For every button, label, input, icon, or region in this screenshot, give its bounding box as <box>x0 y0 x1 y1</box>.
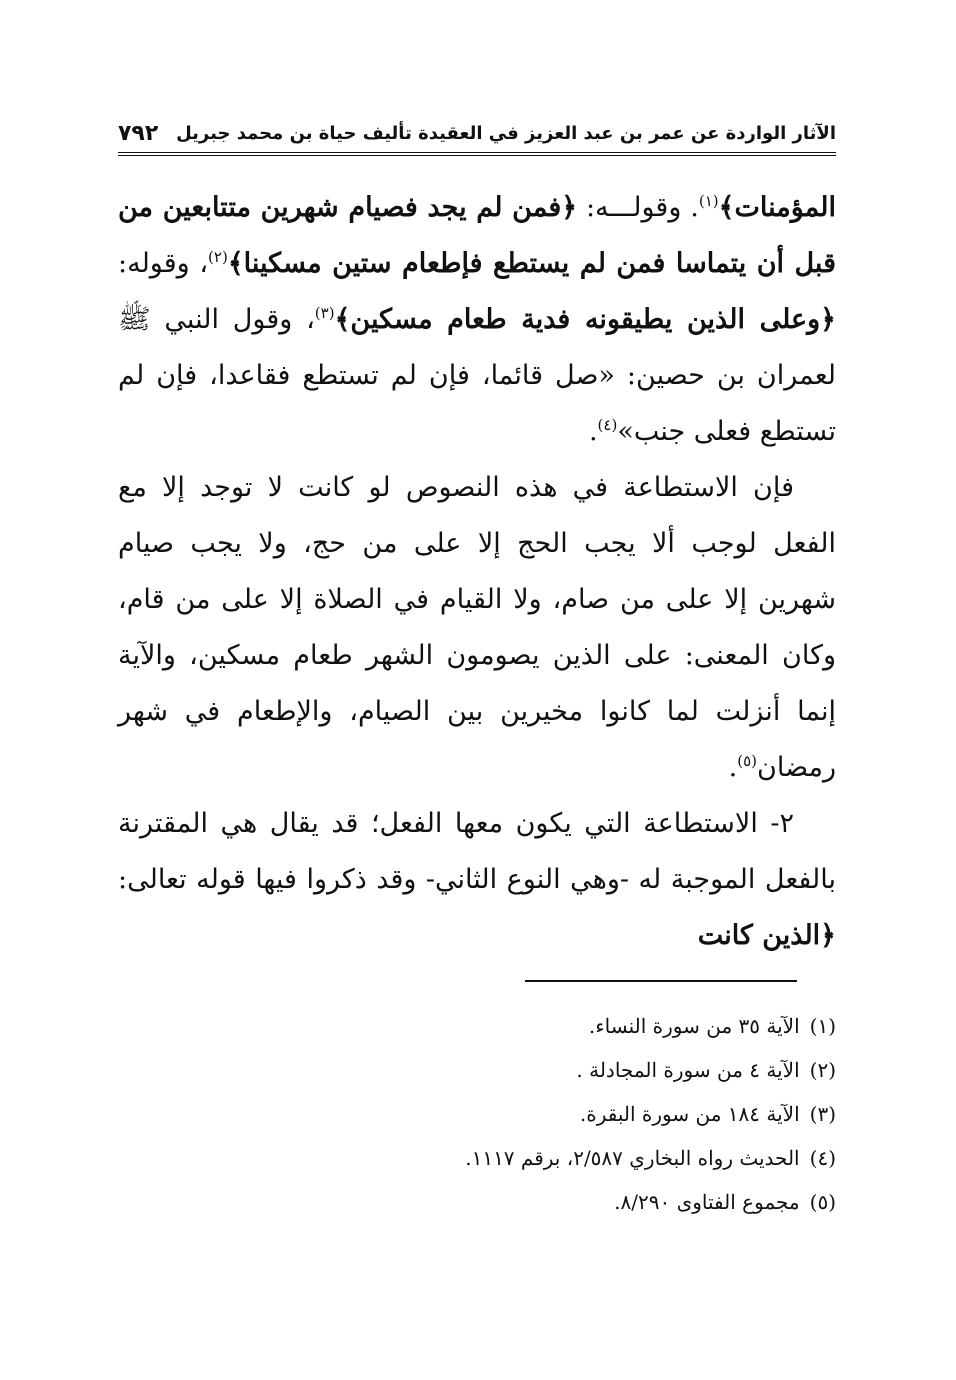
quran-quote-3: ﴿وعلى الذين يطيقونه فدية طعام مسكين﴾ <box>334 304 836 335</box>
footnote-ref-3: (٣) <box>314 304 335 322</box>
footnote-ref-4: (٤) <box>597 416 618 434</box>
running-header <box>118 118 836 156</box>
quran-quote-2: ﴿فمن لم يجد فصيام شهرين متتابعين من قبل أن يتماسا فمن لم يستطع فإطعام ستين مسكينا﴾ <box>118 192 836 279</box>
footnotes <box>200 1004 836 1224</box>
footnote-text: الآية ٤ من سورة المجادلة . <box>576 1058 800 1082</box>
footnote-text: الآية ٣٥ من سورة النساء. <box>588 1014 800 1038</box>
footnote-1 <box>200 1004 836 1048</box>
footnote-number: (٣) <box>809 1102 836 1126</box>
quran-quote-1: المؤمنات <box>734 192 836 223</box>
footnote-ref-5: (٥) <box>737 752 758 770</box>
footnote-number: (٤) <box>809 1146 836 1170</box>
quote-close-1: ﴾ <box>718 192 735 223</box>
text-run: ، وقوله: <box>118 248 209 279</box>
footnote-3 <box>200 1092 836 1136</box>
quran-quote-4: ﴿الذين كانت <box>697 920 836 951</box>
paragraph-3-text: ٢- الاستطاعة التي يكون معها الفعل؛ قد يقال هي المقترنة بالفعل الموجبة له -وهي النوع الثاني- وقد ذكروا فيها قوله تعالى: <box>118 808 836 895</box>
text-run: . وقولـــه: <box>577 192 699 223</box>
footnote-number: (٥) <box>809 1190 836 1214</box>
footnote-2 <box>200 1048 836 1092</box>
footnote-4 <box>200 1136 836 1180</box>
text-run: . <box>728 752 738 783</box>
paragraph-3 <box>118 796 836 964</box>
footnote-number: (٢) <box>809 1058 836 1082</box>
main-text <box>118 180 836 964</box>
paragraph-2 <box>118 460 836 796</box>
hadith-text: ، وقول النبي ﷺ لعمران بن حصين: «صل قائما، فإن لم تستطع فقاعدا، فإن لم تستطع فعلى جنب» <box>118 304 836 447</box>
footnote-text: مجموع الفتاوى ٨/٢٩٠. <box>614 1190 800 1214</box>
footnote-number: (١) <box>809 1014 836 1038</box>
header-title: الآثار الواردة عن عمر بن عبد العزيز في العقيدة تأليف حياة بن محمد جبريل <box>176 122 836 144</box>
paragraph-2-text: فإن الاستطاعة في هذه النصوص لو كانت لا توجد إلا مع الفعل لوجب ألا يجب الحج إلا على من حج، ولا يجب صيام شهرين إلا على من صام، ولا القيام في الصلاة إلا على من قام، وكان المعنى: على الذين يصومون الشهر طعام مسكين، والآية إنما أنزلت لما كانوا مخيرين بين الصيام، والإطعام في شهر رمضان <box>118 472 836 783</box>
footnote-text: الآية ١٨٤ من سورة البقرة. <box>579 1102 800 1126</box>
footnote-ref-1: (١) <box>698 192 719 210</box>
footnote-text: الحديث رواه البخاري ٢/٥٨٧، برقم ١١١٧. <box>465 1146 800 1170</box>
footnote-ref-2: (٢) <box>208 248 228 266</box>
text-run: . <box>588 416 598 447</box>
footnote-divider <box>525 980 797 982</box>
page-number: ٧٩٢ <box>118 120 159 146</box>
footnote-5 <box>200 1180 836 1224</box>
paragraph-1 <box>118 180 836 460</box>
